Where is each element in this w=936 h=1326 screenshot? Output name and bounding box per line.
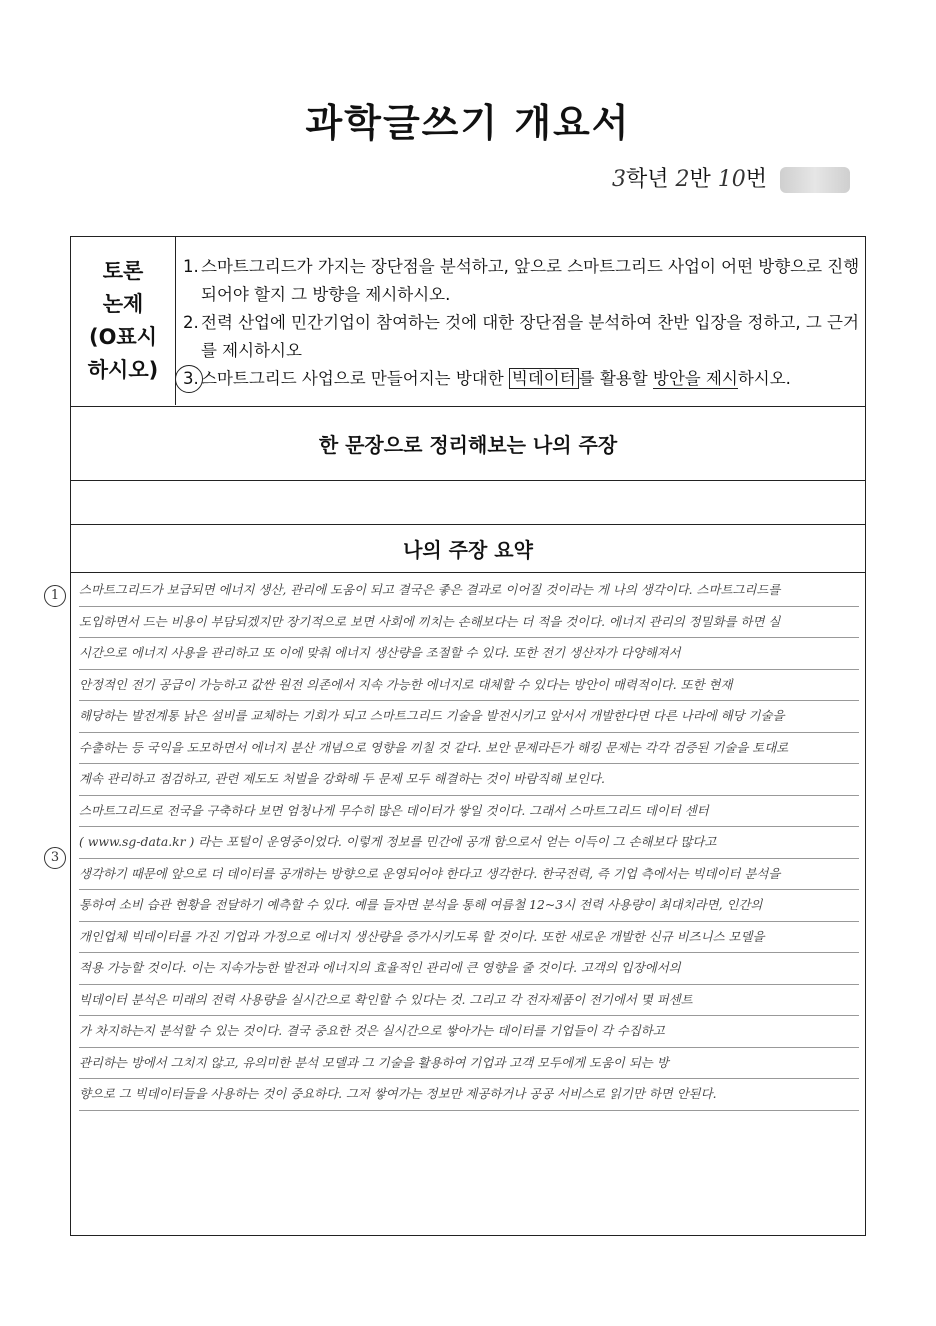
topic-text-part: 를 활용할 — [578, 369, 653, 388]
outline-sheet — [70, 236, 866, 1236]
topic-item-2 — [183, 309, 863, 365]
handwritten-line: 관리하는 방에서 그치지 않고, 유의미한 분석 모델과 그 기술을 활용하여 기업과 고객 모두에게 도움이 되는 방 — [79, 1048, 859, 1080]
class-label: 반 — [689, 167, 711, 192]
topic-text-part: 스마트그리드 사업으로 만들어지는 방대한 — [201, 369, 509, 388]
student-info — [612, 162, 912, 193]
topic-text: 스마트그리드가 가지는 장단점을 분석하고, 앞으로 스마트그리드 사업이 어떤 방향으로 진행되어야 할지 그 방향을 제시하시오. — [201, 257, 860, 304]
number-label: 번 — [745, 167, 768, 192]
handwritten-line: 스마트그리드로 전국을 구축하다 보면 엄청나게 무수히 많은 데이터가 쌓일 것이다. 그래서 스마트그리드 데이터 센터 — [79, 796, 859, 828]
handwritten-line: 가 차지하는지 분석할 수 있는 것이다. 결국 중요한 것은 실시간으로 쌓아가는 데이터를 기업들이 각 수집하고 — [79, 1016, 859, 1048]
handwritten-line: 생각하기 때문에 앞으로 더 데이터를 공개하는 방향으로 운영되어야 한다고 생각한다. 한국전력, 즉 기업 측에서는 빅데이터 분석을 — [79, 859, 859, 891]
topic-label-line: (O표시 — [88, 325, 158, 349]
redacted-name — [780, 167, 850, 193]
class-value: 2 — [675, 167, 690, 192]
number-value: 10 — [717, 167, 746, 192]
handwritten-line: 적용 가능할 것이다. 이는 지속가능한 발전과 에너지의 효율적인 관리에 큰 영향을 줄 것이다. 고객의 입장에서의 — [79, 953, 859, 985]
topic-number: 3. — [183, 369, 199, 388]
topic-text-part: 하시오. — [737, 369, 791, 388]
summary-section-header: 나의 주장 요약 — [71, 525, 865, 573]
handwritten-line: 통하여 소비 습관 현황을 전달하기 예측할 수 있다. 예를 들자면 분석을 통해 여름철 12~3시 전력 사용량이 최대치라면, 인간의 — [79, 890, 859, 922]
document-title: 과학글쓰기 개요서 — [305, 101, 631, 145]
topic-number: 1. — [183, 257, 199, 276]
handwritten-line: 계속 관리하고 점검하고, 관련 제도도 처벌을 강화해 두 문제 모두 해결하는 것이 바람직해 보인다. — [79, 764, 859, 796]
debate-topic-row — [71, 237, 865, 407]
topic-item-1 — [183, 253, 863, 309]
claim-section-header: 한 문장으로 정리해보는 나의 주장 — [71, 407, 865, 481]
topic-text: 전력 산업에 민간기업이 참여하는 것에 대한 장단점을 분석하여 찬반 입장을 정하고, 그 근거를 제시하시오 — [201, 313, 859, 360]
topic-label-line: 토론 — [102, 259, 144, 283]
grade-label: 학년 — [626, 167, 669, 192]
topic-item-3 — [183, 365, 863, 393]
handwritten-line: 빅데이터 분석은 미래의 전력 사용량을 실시간으로 확인할 수 있다는 것. 그리고 각 전자제품이 전기에서 몇 퍼센트 — [79, 985, 859, 1017]
topic-list — [183, 253, 863, 393]
topic-label-line: 하시오) — [87, 358, 159, 382]
handwritten-line: 수출하는 등 국익을 도모하면서 에너지 분산 개념으로 영향을 끼칠 것 같다. 보안 문제라든가 해킹 문제는 각각 검증된 기술을 토대로 — [79, 733, 859, 765]
handwritten-summary — [79, 575, 859, 1111]
handwritten-line: 도입하면서 드는 비용이 부담되겠지만 장기적으로 보면 사회에 끼치는 손해보다는 더 적을 것이다. 에너지 관리의 정밀화를 하면 실 — [79, 607, 859, 639]
circled-number-mark: 3 — [44, 847, 66, 869]
handwritten-line: 해당하는 발전계통 낡은 설비를 교체하는 기회가 되고 스마트그리드 기술을 발전시키고 앞서서 개발한다면 다른 나라에 해당 기술을 — [79, 701, 859, 733]
grade-value: 3 — [612, 167, 626, 192]
topic-label-line: 논제 — [102, 292, 144, 316]
circled-number-mark: 1 — [44, 585, 66, 607]
handwritten-line: 개인업체 빅데이터를 가진 기업과 가정으로 에너지 생산량을 증가시키도록 할 것이다. 또한 새로운 개발한 신규 비즈니스 모델을 — [79, 922, 859, 954]
debate-topic-label — [71, 237, 176, 405]
handwritten-line: 안정적인 전기 공급이 가능하고 값싼 원전 의존에서 지속 가능한 에너지로 대체할 수 있다는 방안이 매력적이다. 또한 현재 — [79, 670, 859, 702]
underlined-phrase: 방안을 제시 — [652, 369, 738, 388]
handwritten-line: 향으로 그 빅데이터들을 사용하는 것이 중요하다. 그저 쌓여가는 정보만 제공하거나 공공 서비스로 읽기만 하면 안된다. — [79, 1079, 859, 1111]
handwritten-line: 스마트그리드가 보급되면 에너지 생산, 관리에 도움이 되고 결국은 좋은 결과로 이어질 것이라는 게 나의 생각이다. 스마트그리드를 — [79, 575, 859, 607]
boxed-keyword: 빅데이터 — [509, 368, 579, 389]
handwritten-line: 시간으로 에너지 사용을 관리하고 또 이에 맞춰 에너지 생산량을 조절할 수 있다. 또한 전기 생산자가 다양해져서 — [79, 638, 859, 670]
claim-answer-box — [71, 481, 865, 525]
handwritten-line: ( www.sg-data.kr ) 라는 포털이 운영중이었다. 이렇게 정보를 민간에 공개 함으로서 얻는 이득이 그 손해보다 많다고 — [79, 827, 859, 859]
topic-number: 2. — [183, 313, 199, 332]
